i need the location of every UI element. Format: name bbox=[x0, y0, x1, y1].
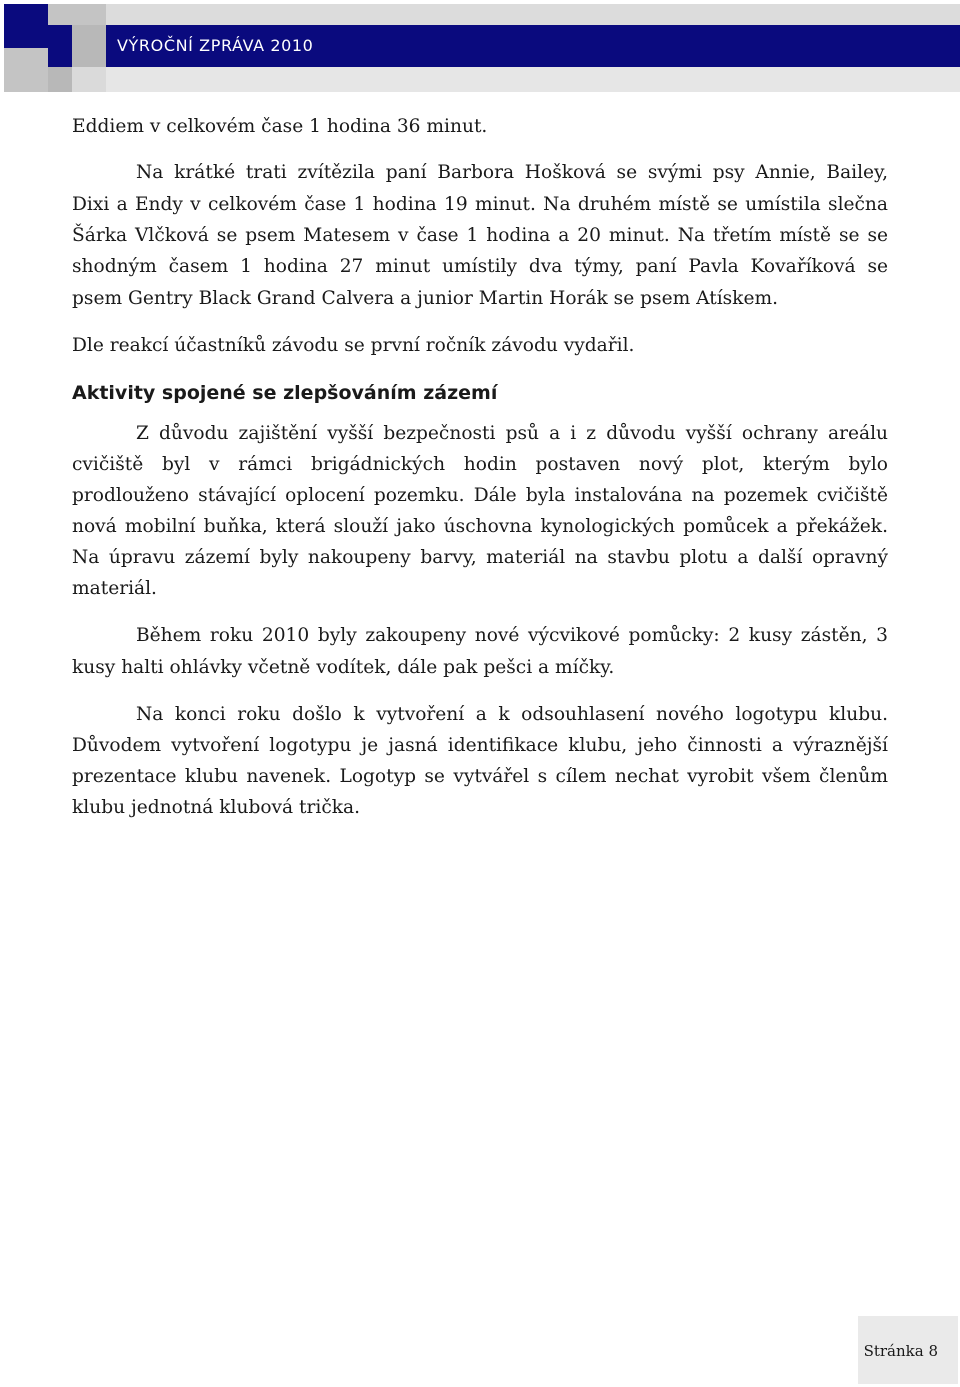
text-line: shodným časem 1 hodina 27 minut umístily dva týmy, paní Pavla Kovaříková se bbox=[72, 256, 888, 277]
text-line: Dixi a Endy v celkovém čase 1 hodina 19 minut. Na druhém místě se umístila slečna bbox=[72, 194, 888, 215]
header-tile bbox=[4, 4, 48, 48]
text-line: Z důvodu zajištění vyšší bezpečnosti psů a i z důvodu vyšší ochrany areálu bbox=[136, 423, 888, 444]
text-line: Dle reakcí účastníků závodu se první ročník závodu vydařil. bbox=[72, 335, 635, 356]
text-line: prodlouženo stávající oplocení pozemku. Dále byla instalována na pozemek cvičiště bbox=[72, 485, 888, 506]
text-line: klubu jednotná klubová trička. bbox=[72, 797, 361, 818]
section-heading: Aktivity spojené se zlepšováním zázemí bbox=[72, 382, 498, 404]
text-line: Důvodem vytvoření logotypu je jasná identifikace klubu, jeho činnosti a výraznější bbox=[72, 735, 888, 756]
text-line: Během roku 2010 byly zakoupeny nové výcvikové pomůcky: 2 kusy zástěn, 3 bbox=[136, 625, 888, 646]
header-tile bbox=[72, 4, 106, 25]
page-number: Stránka 8 bbox=[863, 1342, 938, 1360]
header-tile bbox=[48, 4, 72, 25]
text-line: Šárka Vlčková se psem Matesem v čase 1 hodina a 20 minut. Na třetím místě se se bbox=[72, 225, 888, 246]
header-tile bbox=[106, 4, 960, 25]
text-line: prezentace klubu navenek. Logotyp se vytvářel s cílem nechat vyrobit všem členům bbox=[72, 766, 888, 787]
header-tile bbox=[4, 48, 48, 92]
text-line: cvičiště byl v rámci brigádnických hodin postaven nový plot, kterým bylo bbox=[72, 454, 888, 475]
text-line: nová mobilní buňka, která slouží jako úschovna kynologických pomůcek a překážek. bbox=[72, 516, 888, 537]
header-title: VÝROČNÍ ZPRÁVA 2010 bbox=[117, 36, 314, 55]
text-line: Na krátké trati zvítězila paní Barbora Hošková se svými psy Annie, Bailey, bbox=[136, 162, 888, 183]
text-line: psem Gentry Black Grand Calvera a junior Martin Horák se psem Atískem. bbox=[72, 288, 778, 309]
text-line: Na konci roku došlo k vytvoření a k odsouhlasení nového logotypu klubu. bbox=[136, 704, 888, 725]
header-tile bbox=[72, 67, 106, 92]
header-tile bbox=[106, 67, 960, 92]
text-line: Na úpravu zázemí byly nakoupeny barvy, materiál na stavbu plotu a další opravný bbox=[72, 547, 888, 568]
text-line: materiál. bbox=[72, 578, 157, 599]
text-line: kusy halti ohlávky včetně vodítek, dále pak pešci a míčky. bbox=[72, 657, 615, 678]
text-line: Eddiem v celkovém čase 1 hodina 36 minut. bbox=[72, 116, 488, 137]
header-tile bbox=[72, 25, 106, 67]
header-tile bbox=[48, 25, 72, 67]
header-tile bbox=[48, 67, 72, 92]
